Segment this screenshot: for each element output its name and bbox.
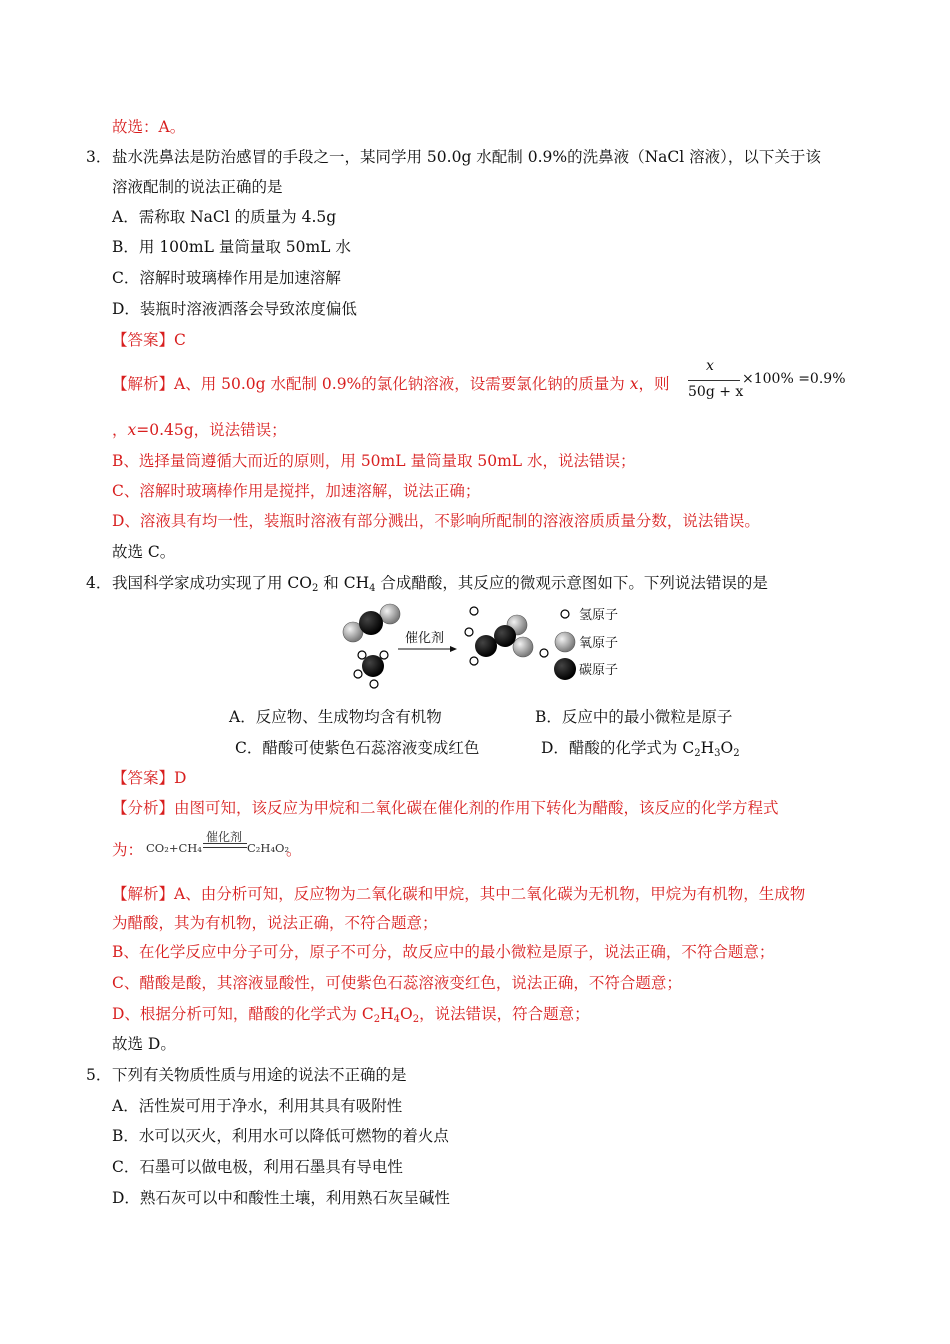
ch4-molecule	[354, 651, 388, 688]
q4-fenxi-end: 。	[286, 841, 302, 859]
q4-option-d	[541, 738, 740, 758]
sub: 4	[393, 1014, 400, 1025]
q3-stem-line1: 盐水洗鼻法是防治感冒的手段之一，某同学用 50.0g 水配制 0.9%的洗鼻液（NaCl 溶液），以下关于该	[112, 148, 821, 166]
q3-option-a: A．需称取 NaCl 的质量为 4.5g	[112, 208, 337, 226]
q3-option-c: C．溶解时玻璃棒作用是加速溶解	[112, 269, 341, 287]
q4-stem	[112, 573, 768, 593]
q4-option-a: A．反应物、生成物均含有机物	[229, 708, 442, 726]
sub: 2	[733, 748, 740, 759]
fraction-denominator: 50g + x	[688, 384, 744, 400]
sub: 2	[412, 1014, 420, 1025]
q4-analysis-d-h: H	[380, 1005, 394, 1023]
q4-analysis-d-o: O	[400, 1005, 413, 1023]
q3-analysis-var2: x	[127, 421, 137, 439]
q3-analysis-d: D、溶液具有均一性，装瓶时溶液有部分溅出，不影响所配制的溶液溶质质量分数，说法错误。	[112, 512, 760, 530]
q5-stem: 下列有关物质性质与用途的说法不正确的是	[112, 1066, 407, 1084]
equation-left: CO₂+CH₄	[146, 841, 202, 855]
equation-equals	[203, 843, 247, 848]
q5-option-a: A．活性炭可用于净水，利用其具有吸附性	[112, 1097, 403, 1115]
fraction-numerator: x	[706, 358, 714, 374]
q5-option-b: B．水可以灭火，利用水可以降低可燃物的着火点	[112, 1127, 449, 1145]
q4-option-d-h: H	[700, 739, 715, 757]
diagram-legend	[554, 608, 618, 680]
q4-analysis-c: C、醋酸是酸，其溶液显酸性，可使紫色石蕊溶液变红色，说法正确，不符合题意；	[112, 974, 682, 992]
q4-stem-sub2: 4	[369, 583, 376, 594]
q3-analysis-c: C、溶解时玻璃棒作用是搅拌，加速溶解，说法正确；	[112, 482, 481, 500]
q4-analysis-b: B、在化学反应中分子可分，原子不可分，故反应中的最小微粒是原子，说法正确，不符合题意；	[112, 943, 775, 961]
q3-answer: 【答案】C	[112, 331, 186, 349]
q4-analysis-a2: 为醋酸，其为有机物，说法正确，不符合题意；	[112, 914, 438, 932]
q4-stem-a: 我国科学家成功实现了用 CO	[112, 574, 312, 592]
q3-conclusion: 故选 C。	[112, 543, 176, 561]
q4-answer: 【答案】D	[112, 769, 187, 787]
sub: 2	[373, 1014, 381, 1025]
q4-option-d-o: O	[720, 739, 734, 757]
legend-hydrogen: 氢原子	[579, 608, 619, 623]
q3-fraction	[686, 358, 846, 404]
equation-right: C₂H₄O₂	[247, 841, 290, 855]
fraction-bar	[688, 380, 740, 381]
q3-stem-line2: 溶液配制的说法正确的是	[112, 178, 283, 196]
q3-option-b: B．用 100mL 量筒量取 50mL 水	[112, 238, 351, 256]
q3-option-d: D．装瓶时溶液洒落会导致浓度偏低	[112, 300, 357, 318]
q3-analysis-value: =0.45g，说法错误；	[136, 421, 287, 439]
q3-analysis-a-cont	[112, 420, 287, 440]
q4-fenxi-line2: 为：	[112, 841, 144, 859]
reaction-diagram	[336, 598, 636, 692]
catalyst-label: 催化剂	[405, 631, 445, 646]
q3-analysis-comma: ，	[112, 421, 128, 439]
q3-analysis-then: ，则	[638, 375, 670, 393]
q5-option-c: C．石墨可以做电极，利用石墨具有导电性	[112, 1158, 403, 1176]
q4-analysis-d-text: D、根据分析可知，醋酸的化学式为 C	[112, 1005, 374, 1023]
q4-analysis-d-post: ，说法错误，符合题意；	[419, 1005, 590, 1023]
co2-molecule	[343, 604, 400, 642]
q4-option-b: B．反应中的最小微粒是原子	[535, 708, 733, 726]
q3-analysis-text: 【解析】A、用 50.0g 水配制 0.9%的氯化钠溶液，设需要氯化钠的质量为	[112, 375, 625, 393]
q4-analysis-d	[112, 1004, 590, 1024]
chemical-equation	[146, 828, 306, 862]
q4-option-c: C．醋酸可使紫色石蕊溶液变成红色	[235, 739, 480, 757]
equation-catalyst: 催化剂	[206, 830, 243, 844]
legend-carbon: 碳原子	[579, 663, 619, 678]
q3-analysis-b: B、选择量筒遵循大而近的原则，用 50mL 量筒量取 50mL 水，说法错误；	[112, 452, 636, 470]
legend-oxygen: 氧原子	[579, 636, 619, 651]
prev-conclusion: 故选：A。	[112, 118, 186, 136]
q3-analysis-a	[112, 374, 670, 394]
q4-analysis-a1: 【解析】A、由分析可知，反应物为二氧化碳和甲烷，其中二氧化碳为无机物，甲烷为有机物，生成物	[112, 885, 806, 903]
q4-stem-c: 和 CH	[318, 574, 370, 592]
q5-option-d: D．熟石灰可以中和酸性土壤，利用熟石灰呈碱性	[112, 1189, 450, 1207]
q4-option-d-text: D．醋酸的化学式为 C	[541, 739, 695, 757]
fraction-rest: ×100% =0.9%	[742, 371, 846, 387]
q5-number: 5．	[86, 1066, 112, 1084]
q4-fenxi-line1: 【分析】由图可知，该反应为甲烷和二氧化碳在催化剂的作用下转化为醋酸，该反应的化学方程式	[112, 799, 779, 817]
q3-analysis-var: x	[629, 375, 639, 393]
sub: 3	[714, 748, 721, 759]
q3-number: 3．	[86, 148, 112, 166]
acetic-acid-molecule	[465, 607, 548, 665]
q4-stem-sub1: 2	[312, 583, 319, 594]
q4-conclusion: 故选 D。	[112, 1035, 176, 1053]
sub: 2	[694, 748, 701, 759]
q4-stem-e: 合成醋酸，其反应的微观示意图如下。下列说法错误的是	[375, 574, 768, 592]
q4-number: 4．	[86, 574, 112, 592]
